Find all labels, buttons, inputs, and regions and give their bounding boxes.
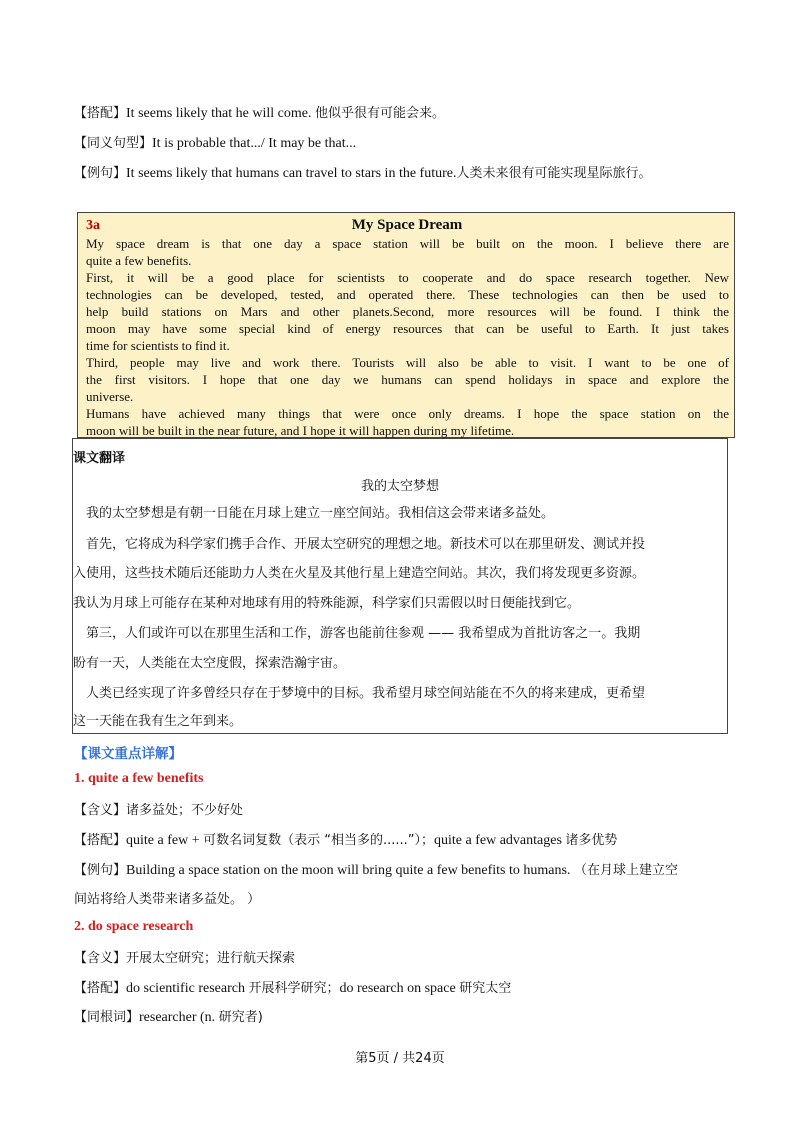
collocation-cn: 他似乎很有可能会来。 bbox=[314, 106, 445, 121]
translation-line: 首先，它将成为科学家们携手合作、开展太空研究的理想之地。新技术可以在那里研发、测试并投 bbox=[73, 537, 646, 552]
example-en: It seems likely that humans can travel to stars in the future. bbox=[126, 166, 457, 181]
example-cn: 人类未来很有可能实现星际旅行。 bbox=[456, 166, 652, 181]
translation-heading: 课文翻译 bbox=[73, 451, 126, 466]
point1-meaning bbox=[74, 800, 243, 821]
passage-title: My Space Dream bbox=[351, 217, 463, 233]
passage-line: help build stations on Mars and other planets.Second, more resources will be found. I think the bbox=[86, 304, 729, 319]
translation-line: 盼有一天，人类能在太空度假，探索浩瀚宇宙。 bbox=[73, 656, 347, 671]
collocation-tag: 【搭配】 bbox=[74, 106, 127, 121]
point2-cognate bbox=[74, 1007, 263, 1028]
example-line bbox=[74, 163, 652, 184]
collocation-en: quite a few + bbox=[126, 833, 204, 848]
meaning-text: 诸多益处；不少好处 bbox=[126, 803, 244, 818]
collocation-cn: 研究太空 bbox=[459, 981, 512, 996]
passage-line: time for scientists to find it. bbox=[86, 338, 230, 353]
collocation-tag: 【搭配】 bbox=[74, 981, 127, 996]
example-cn: 间站将给人类带来诸多益处。 ） bbox=[74, 892, 261, 907]
synonym-en: It is probable that.../ It may be that... bbox=[152, 136, 357, 151]
example-en: Building a space station on the moon will bring quite a few benefits to humans. bbox=[126, 863, 574, 878]
example-tag: 【例句】 bbox=[74, 863, 127, 878]
collocation-cn: 可数名词复数（表示 “相当多的......”）； bbox=[203, 833, 435, 848]
reading-passage-box bbox=[77, 212, 735, 438]
meaning-tag: 【含义】 bbox=[74, 951, 127, 966]
collocation-tag: 【搭配】 bbox=[74, 833, 127, 848]
translation-line: 入使用，这些技术随后还能助力人类在火星及其他行星上建造空间站。其次，我们将发现更多资源。 bbox=[73, 566, 646, 581]
synonym-tag: 【同义句型】 bbox=[74, 136, 153, 151]
point1-title: 1. quite a few benefits bbox=[74, 771, 204, 786]
translation-line: 我认为月球上可能存在某种对地球有用的特殊能源，科学家们只需假以时日便能找到它。 bbox=[73, 596, 581, 611]
cognate-en: researcher (n. bbox=[139, 1010, 219, 1025]
passage-line: Humans have achieved many things that were once only dreams. I hope the space station on the bbox=[86, 406, 729, 421]
cognate-cn: 研究者) bbox=[218, 1010, 263, 1025]
synonym-line bbox=[74, 133, 356, 154]
meaning-tag: 【含义】 bbox=[74, 803, 127, 818]
translation-line: 我的太空梦想是有朝一日能在月球上建立一座空间站。我相信这会带来诸多益处。 bbox=[73, 506, 555, 521]
collocation-en: It seems likely that he will come. bbox=[126, 106, 315, 121]
example-tag: 【例句】 bbox=[74, 166, 127, 181]
passage-line: First, it will be a good place for scientists to cooperate and do space research together. New bbox=[86, 270, 729, 285]
passage-line: universe. bbox=[86, 389, 134, 404]
passage-line: moon may have some special kind of energy resources that can be useful to Earth. It just takes bbox=[86, 321, 729, 336]
point2-meaning bbox=[74, 948, 295, 969]
collocation-en: quite a few advantages bbox=[434, 833, 566, 848]
meaning-text: 开展太空研究；进行航天探索 bbox=[126, 951, 296, 966]
translation-line: 这一天能在我有生之年到来。 bbox=[73, 714, 243, 729]
passage-line: technologies can be developed, tested, and operated there. These technologies can then be used to bbox=[86, 287, 729, 302]
page-footer: 第5页 / 共24页 bbox=[355, 1051, 445, 1066]
passage-label: 3a bbox=[86, 218, 100, 233]
example-cn: （在月球上建立空 bbox=[573, 863, 678, 878]
translation-line: 第三，人们或许可以在那里生活和工作，游客也能前往参观 —— 我希望成为首批访客之一。我期 bbox=[73, 626, 641, 641]
passage-line: My space dream is that one day a space station will be built on the moon. I believe there are bbox=[86, 236, 729, 251]
passage-line: quite a few benefits. bbox=[86, 253, 192, 268]
cognate-tag: 【同根词】 bbox=[74, 1010, 140, 1025]
passage-line: moon will be built in the near future, and I hope it will happen during my lifetime. bbox=[86, 423, 515, 438]
point1-example bbox=[74, 860, 678, 881]
translation-box bbox=[72, 438, 728, 734]
collocation-en: do scientific research bbox=[126, 981, 249, 996]
point2-collocation bbox=[74, 978, 511, 999]
point1-example-cont bbox=[74, 889, 260, 910]
point2-title: 2. do space research bbox=[74, 919, 194, 934]
collocation-en: do research on space bbox=[339, 981, 460, 996]
passage-line: the first visitors. I hope that one day we humans can spend holidays in space and explore the bbox=[86, 372, 729, 387]
point1-collocation bbox=[74, 830, 617, 851]
passage-line: Third, people may live and work there. Tourists will also be able to visit. I want to be one of bbox=[86, 355, 729, 370]
details-heading: 【课文重点详解】 bbox=[74, 746, 182, 762]
collocation-cn: 开展科学研究； bbox=[248, 981, 340, 996]
collocation-cn: 诸多优势 bbox=[565, 833, 618, 848]
translation-title: 我的太空梦想 bbox=[360, 479, 439, 494]
translation-line: 人类已经实现了许多曾经只存在于梦境中的目标。我希望月球空间站能在不久的将来建成，更希望 bbox=[73, 686, 646, 701]
collocation-line bbox=[74, 103, 445, 124]
